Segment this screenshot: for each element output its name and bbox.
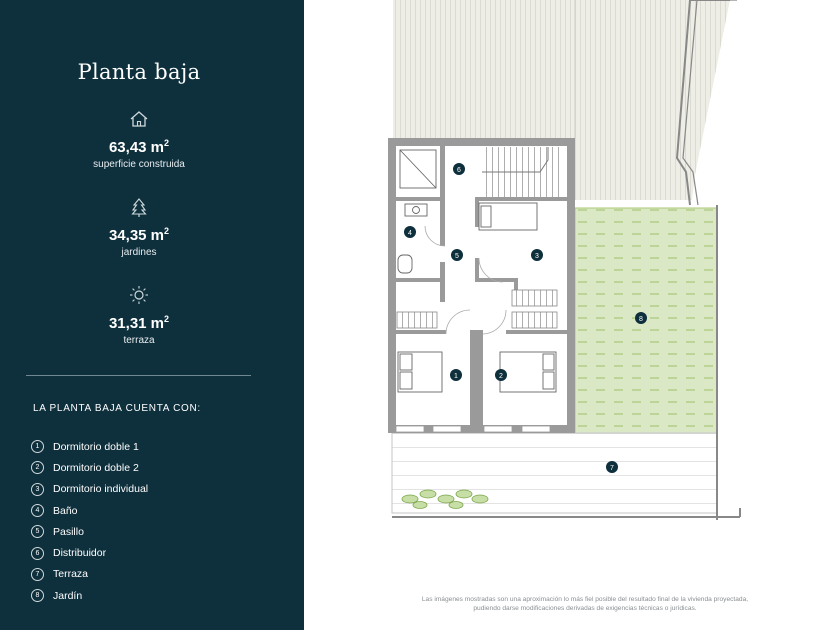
room-number-badge: 5	[31, 525, 44, 538]
page-title: Planta baja	[77, 60, 201, 84]
svg-text:4: 4	[408, 230, 412, 237]
room-label: Terraza	[53, 568, 89, 581]
room-marker	[531, 249, 543, 261]
svg-text:5: 5	[455, 253, 459, 260]
svg-text:7: 7	[610, 465, 614, 472]
gardens-unit-sup: 2	[164, 226, 170, 236]
list-item	[31, 585, 148, 606]
room-marker	[606, 461, 618, 473]
disclaimer-line-2: pudiendo darse modificaciones derivadas de exigencias técnicas o jurídicas.	[473, 605, 697, 612]
svg-text:1: 1	[454, 373, 458, 380]
list-item	[31, 564, 148, 585]
room-number-badge: 8	[31, 589, 44, 602]
room-number-badge: 7	[31, 568, 44, 581]
built-area-unit-sup: 2	[164, 138, 170, 148]
list-item	[31, 521, 148, 542]
terrace-label: terraza	[123, 335, 155, 346]
room-marker	[453, 163, 465, 175]
room-marker	[451, 249, 463, 261]
room-number-badge: 1	[31, 440, 44, 453]
list-item	[31, 457, 148, 478]
gardens-label: jardines	[121, 247, 157, 258]
room-marker	[635, 312, 647, 324]
svg-text:8: 8	[639, 316, 643, 323]
list-item	[31, 436, 148, 457]
terrace-value: 31,31 m	[108, 315, 165, 332]
room-marker	[450, 369, 462, 381]
room-marker	[495, 369, 507, 381]
disclaimer-line-1: Las imágenes mostradas son una aproximación lo más fiel posible del resultado final de la vivienda proyectada,	[421, 596, 749, 603]
stat-gardens	[0, 196, 278, 258]
room-marker	[404, 226, 416, 238]
svg-text:6: 6	[457, 167, 461, 174]
room-label: Dormitorio individual	[53, 483, 149, 496]
rooms-legend	[31, 436, 148, 606]
svg-text:2: 2	[499, 373, 503, 380]
list-item	[31, 542, 148, 563]
floor-plan	[304, 0, 840, 590]
stat-terrace	[0, 284, 278, 346]
rooms-list-heading: LA PLANTA BAJA CUENTA CON:	[33, 403, 201, 414]
disclaimer	[385, 595, 785, 613]
room-label: Distribuidor	[53, 547, 107, 560]
built-area-label: superficie construida	[93, 159, 185, 170]
room-number-badge: 2	[31, 461, 44, 474]
terrace-unit-sup: 2	[164, 314, 170, 324]
room-label: Dormitorio doble 2	[53, 461, 139, 474]
gardens-value: 34,35 m	[108, 227, 165, 244]
info-panel	[0, 0, 304, 630]
room-label: Dormitorio doble 1	[53, 440, 139, 453]
divider	[26, 375, 251, 376]
room-number-badge: 6	[31, 547, 44, 560]
room-label: Baño	[53, 504, 78, 517]
stat-built-area	[0, 108, 278, 170]
built-area-value: 63,43 m	[108, 139, 165, 156]
svg-text:3: 3	[535, 253, 539, 260]
sun-icon	[128, 284, 150, 306]
tree-icon	[128, 196, 150, 218]
room-label: Jardín	[53, 589, 83, 602]
list-item	[31, 500, 148, 521]
house-icon	[128, 108, 150, 130]
list-item	[31, 479, 148, 500]
room-number-badge: 3	[31, 483, 44, 496]
room-label: Pasillo	[53, 525, 84, 538]
room-number-badge: 4	[31, 504, 44, 517]
